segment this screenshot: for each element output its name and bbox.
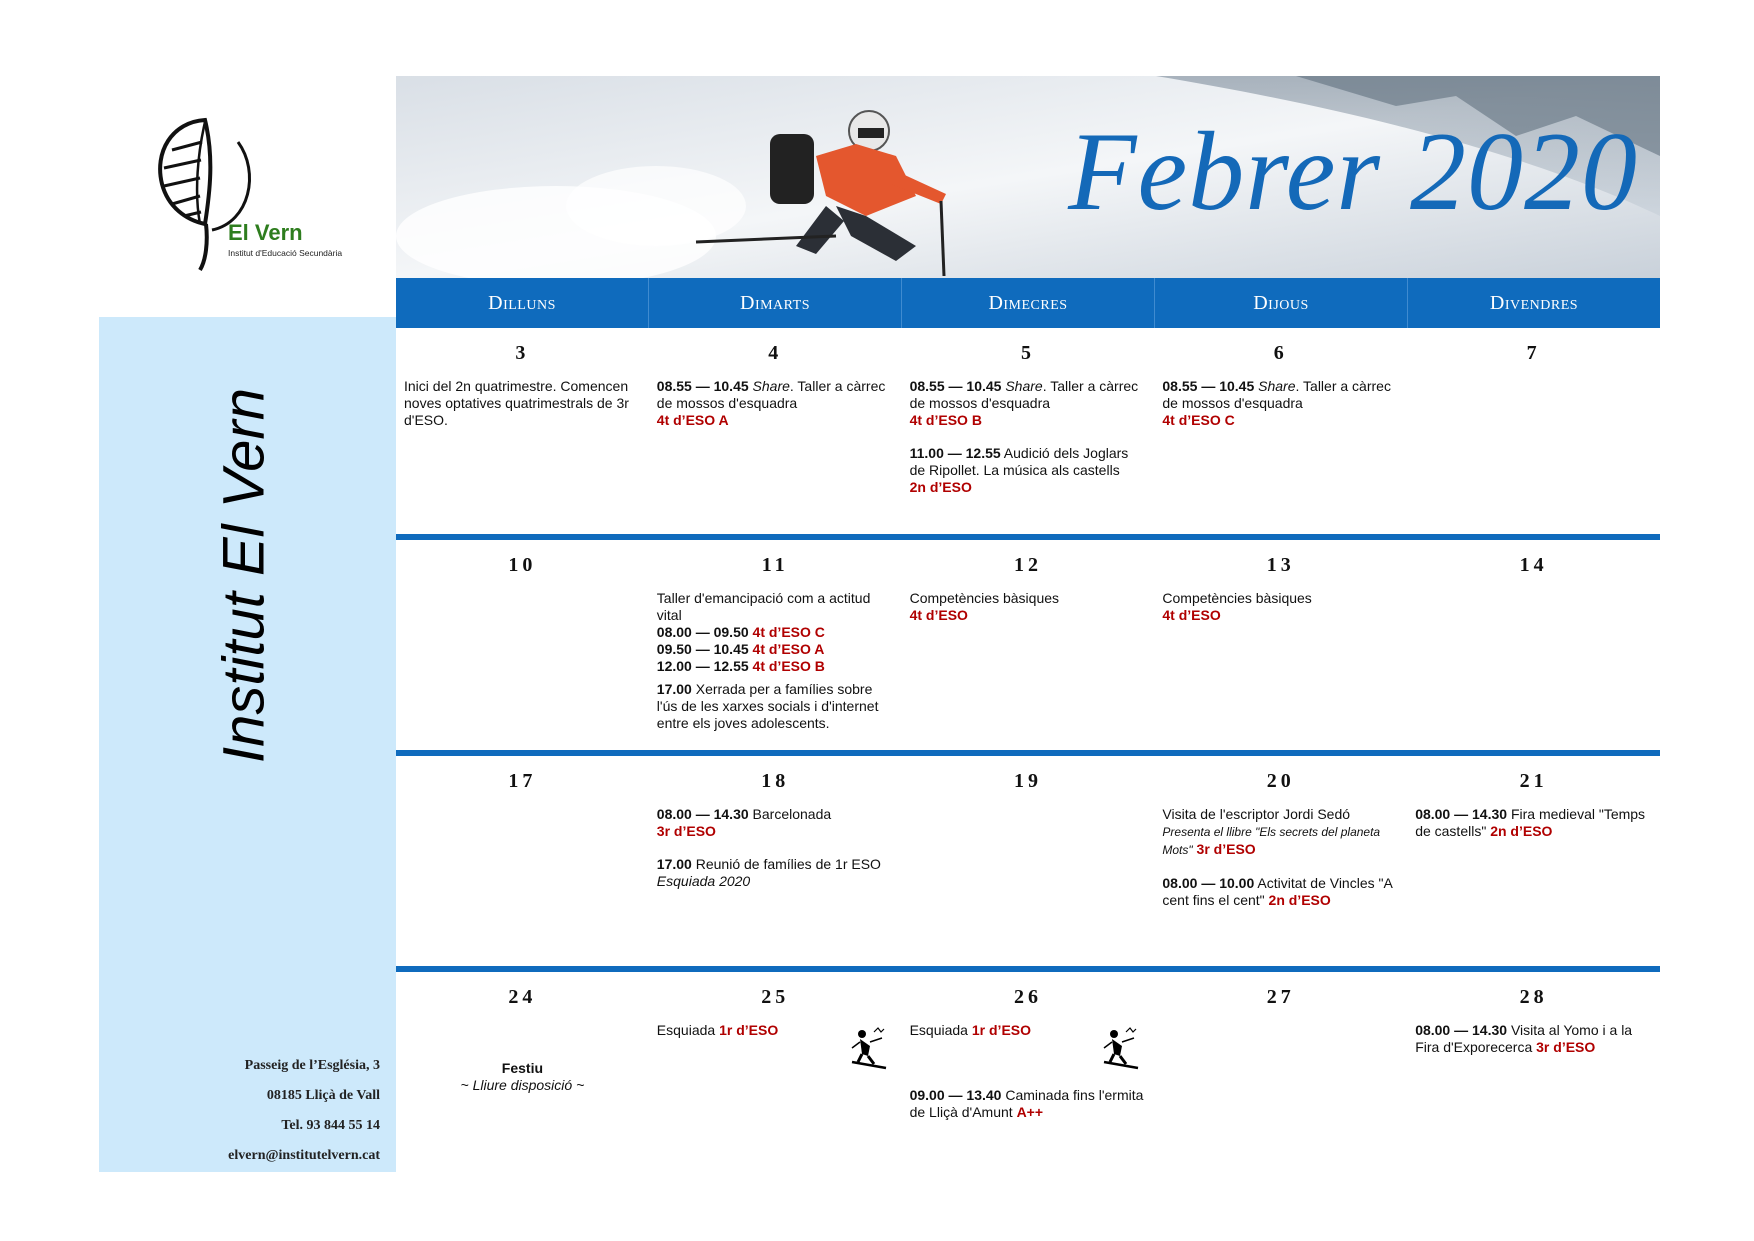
event-group: A++ <box>1016 1104 1044 1120</box>
day-cell <box>396 540 649 750</box>
event-time: 08.00 — 14.30 <box>656 806 749 822</box>
event-group: 2n d’ESO <box>1268 892 1331 908</box>
day-cell <box>396 972 649 1192</box>
day-number: 27 <box>1266 986 1295 1008</box>
side-title: Institut El Vern <box>211 387 277 764</box>
weekday-thursday: Dijous <box>1155 278 1408 328</box>
day-cell <box>902 540 1155 750</box>
day-cell <box>902 756 1155 966</box>
event <box>1162 590 1399 624</box>
day-number: 20 <box>1266 770 1295 792</box>
event-italic: Share <box>752 378 790 394</box>
event-text: . Taller a càrrec de mossos d'esquadra <box>1162 378 1391 411</box>
day-cell <box>649 328 902 534</box>
event-text: Caminada fins l'ermita de Lliçà d'Amunt <box>909 1087 1144 1120</box>
day-cell <box>1154 972 1407 1192</box>
day-number: 18 <box>761 770 790 792</box>
day-cell <box>1154 540 1407 750</box>
event <box>910 590 1147 624</box>
header-banner <box>396 76 1660 278</box>
weekday-tuesday: Dimarts <box>649 278 902 328</box>
day-number: 24 <box>508 986 537 1008</box>
event-time: 08.00 — 14.30 <box>1415 1022 1508 1038</box>
event-text: Activitat de Vincles "A cent fins el cent" <box>1162 875 1393 908</box>
day-number: 3 <box>515 342 530 364</box>
event <box>1162 378 1399 429</box>
event-time: 11.00 — 12.55 <box>909 445 1001 461</box>
event-text: Reunió de famílies de 1r ESO <box>695 856 881 872</box>
month-title: Febrer 2020 <box>1068 110 1638 234</box>
day-number: 12 <box>1013 554 1042 576</box>
event-time: 08.00 — 09.50 <box>656 624 749 640</box>
day-number: 14 <box>1519 554 1548 576</box>
event-text: Visita de l'escriptor Jordi Sedó <box>1162 806 1351 822</box>
event-note: Presenta el llibre "Els secrets del planeta Mots" <box>1162 825 1381 857</box>
event-time: 09.00 — 13.40 <box>909 1087 1002 1103</box>
event-group: 3r d’ESO <box>1196 841 1256 857</box>
event-time: 08.55 — 10.45 <box>909 378 1002 394</box>
day-number: 6 <box>1273 342 1288 364</box>
day-cell <box>1407 540 1660 750</box>
event <box>910 1087 1147 1121</box>
day-number: 21 <box>1519 770 1548 792</box>
skier-icon <box>1100 1026 1140 1070</box>
day-number: 28 <box>1519 986 1548 1008</box>
event-time: 12.00 — 12.55 <box>656 658 749 674</box>
event-time: 08.55 — 10.45 <box>1162 378 1255 394</box>
event <box>910 378 1147 429</box>
week-row <box>396 972 1660 1192</box>
event-group: 4t d’ESO <box>909 607 968 623</box>
side-panel <box>99 317 396 1172</box>
day-number: 19 <box>1013 770 1042 792</box>
event <box>657 590 894 675</box>
event-group: 4t d’ESO C <box>1162 412 1235 428</box>
calendar-grid <box>396 328 1660 1192</box>
day-cell <box>649 540 902 750</box>
day-cell <box>1154 328 1407 534</box>
address-block <box>228 1051 380 1171</box>
week-row <box>396 540 1660 750</box>
event-group: 4t d’ESO <box>1162 607 1221 623</box>
event <box>910 445 1147 496</box>
event <box>1162 875 1399 909</box>
event <box>657 681 894 732</box>
day-number: 5 <box>1020 342 1035 364</box>
holiday-title: Festiu <box>501 1060 544 1076</box>
address-phone: Tel. 93 844 55 14 <box>281 1118 380 1133</box>
day-cell <box>649 756 902 966</box>
event-group: 1r d’ESO <box>719 1022 779 1038</box>
address-street: Passeig de l’Església, 3 <box>244 1058 380 1073</box>
weekday-monday: Dilluns <box>396 278 649 328</box>
event-text: Competències bàsiques <box>909 590 1060 606</box>
day-cell <box>1407 972 1660 1192</box>
logo-name: El Vern <box>228 220 303 245</box>
event-time: 17.00 <box>656 856 692 872</box>
day-cell <box>902 328 1155 534</box>
event-italic: Esquiada 2020 <box>656 873 751 889</box>
weekday-wednesday: Dimecres <box>902 278 1155 328</box>
day-cell <box>396 756 649 966</box>
day-cell <box>396 328 649 534</box>
event-time: 17.00 <box>656 681 692 697</box>
event-group: 3r d’ESO <box>656 823 716 839</box>
event-time: 08.00 — 10.00 <box>1162 875 1255 891</box>
address-email: elvern@institutelvern.cat <box>228 1148 380 1163</box>
event <box>1162 806 1399 859</box>
event-group: 2n d’ESO <box>1490 823 1553 839</box>
event-group: 4t d’ESO B <box>752 658 825 674</box>
event-text: Esquiada <box>909 1022 968 1038</box>
event <box>1415 806 1652 840</box>
side-title-wrap <box>159 347 329 767</box>
event-text: Xerrada per a famílies sobre l'ús de les xarxes socials i d'internet entre els joves adolescents. <box>656 681 879 731</box>
event-group: 4t d’ESO A <box>656 412 729 428</box>
event-text: Fira medieval "Temps de castells" <box>1415 806 1646 839</box>
week-row <box>396 756 1660 966</box>
day-number: 10 <box>508 554 537 576</box>
event-text: Competències bàsiques <box>1162 590 1312 606</box>
weekday-header <box>396 278 1660 328</box>
day-number: 11 <box>761 554 789 576</box>
day-cell <box>1154 756 1407 966</box>
day-cell <box>649 972 902 1192</box>
event-group: 2n d’ESO <box>909 479 972 495</box>
event <box>657 856 894 890</box>
event-time: 08.00 — 14.30 <box>1415 806 1508 822</box>
day-cell <box>1407 756 1660 966</box>
school-logo <box>150 112 390 272</box>
event-text: Inici del 2n quatrimestre. Comencen noves optatives quatrimestrals de 3r d'ESO. <box>404 378 629 428</box>
logo-subtitle: Institut d'Educació Secundària <box>228 248 343 258</box>
event-text: Esquiada <box>656 1022 716 1038</box>
event-text: Barcelonada <box>752 806 832 822</box>
event-time: 08.55 — 10.45 <box>656 378 749 394</box>
day-number: 4 <box>768 342 783 364</box>
event <box>1415 1022 1652 1056</box>
event-text: . Taller a càrrec de mossos d'esquadra <box>909 378 1139 411</box>
event-group: 4t d’ESO A <box>752 641 825 657</box>
day-number: 25 <box>761 986 790 1008</box>
event <box>657 806 894 840</box>
holiday-note <box>404 1060 641 1094</box>
day-number: 7 <box>1526 342 1541 364</box>
holiday-subtitle: ~ Lliure disposició ~ <box>460 1077 585 1093</box>
day-cell <box>1407 328 1660 534</box>
day-cell <box>902 972 1155 1192</box>
event-text: Audició dels Joglars de Ripollet. La música als castells <box>909 445 1129 478</box>
day-number: 17 <box>508 770 537 792</box>
day-number: 26 <box>1013 986 1042 1008</box>
event-text: Visita al Yomo i a la Fira d'Exporecerca <box>1415 1022 1633 1055</box>
week-row <box>396 328 1660 534</box>
event <box>657 378 894 429</box>
event-group: 1r d’ESO <box>971 1022 1032 1038</box>
event-italic: Share <box>1005 378 1043 394</box>
event-group: 4t d’ESO C <box>752 624 825 640</box>
day-number: 13 <box>1266 554 1295 576</box>
event-italic: Share <box>1258 378 1296 394</box>
event-text: Taller d'emancipació com a actitud vital <box>656 590 871 623</box>
event-group: 3r d’ESO <box>1536 1039 1596 1055</box>
event-group: 4t d’ESO B <box>909 412 982 428</box>
weekday-friday: Divendres <box>1489 292 1579 314</box>
event-time: 09.50 — 10.45 <box>656 641 749 657</box>
address-city: 08185 Lliçà de Vall <box>266 1088 380 1103</box>
event-text: . Taller a càrrec de mossos d'esquadra <box>656 378 886 411</box>
skier-icon <box>848 1026 888 1070</box>
